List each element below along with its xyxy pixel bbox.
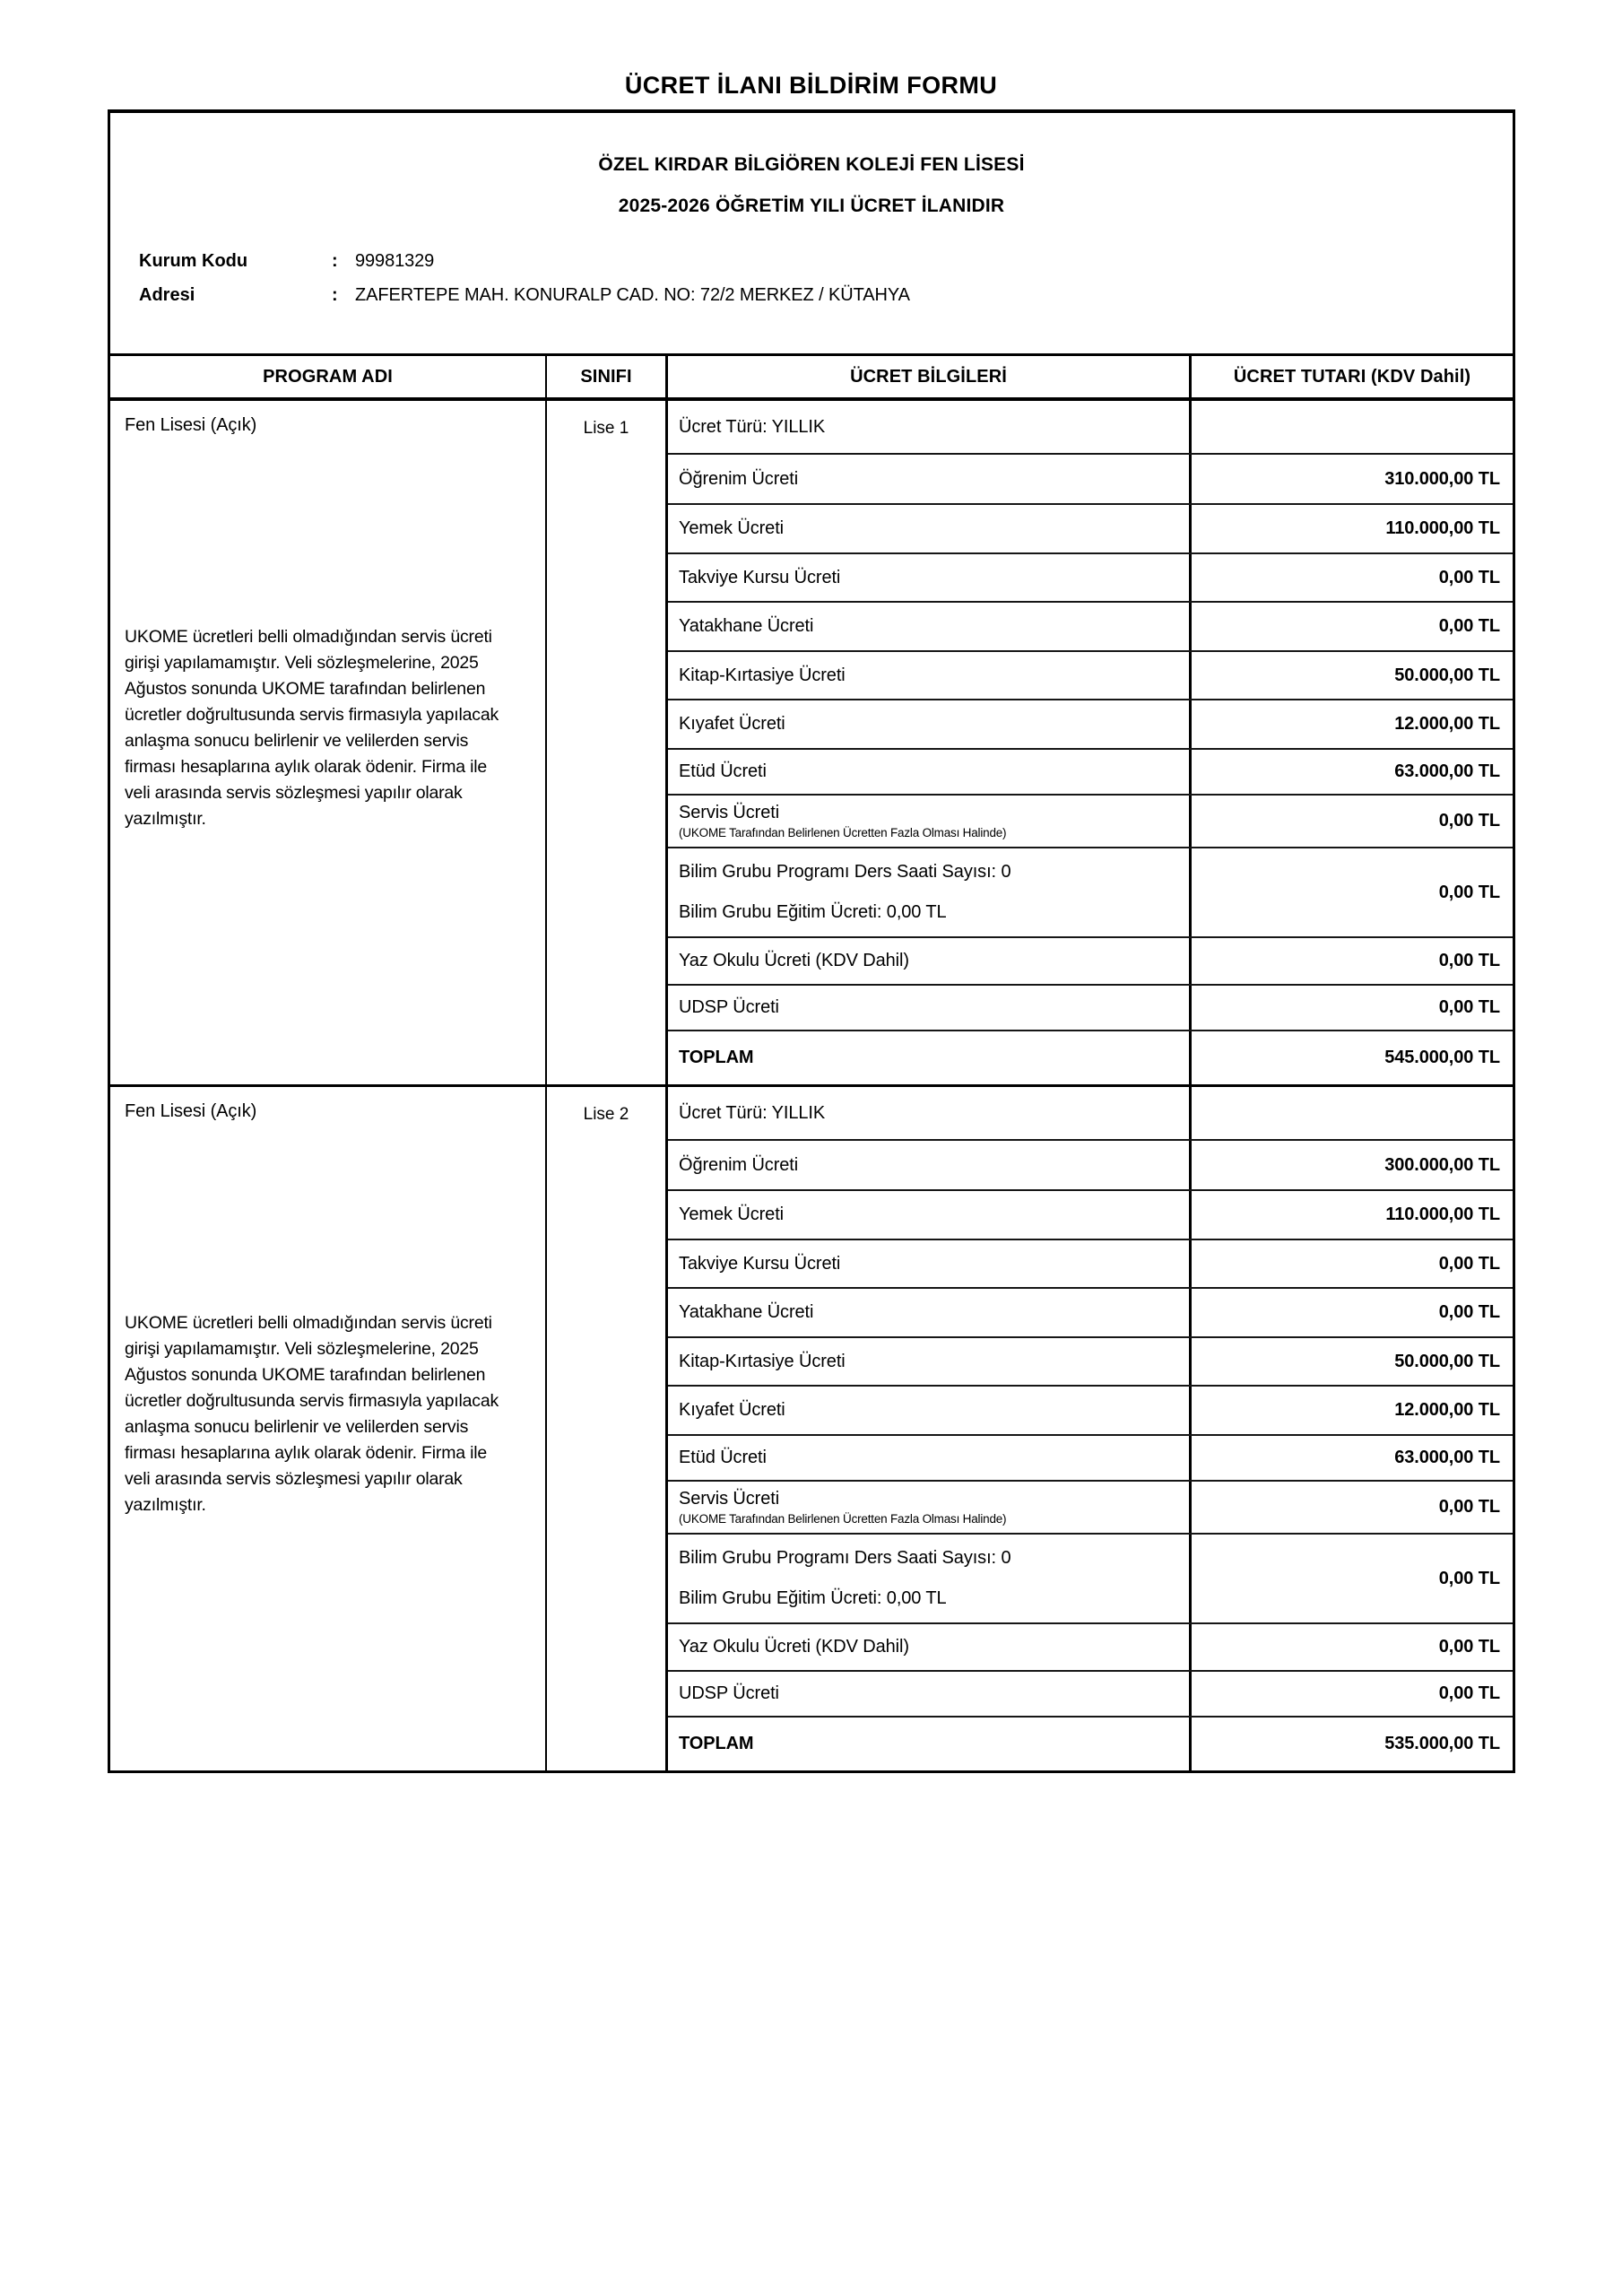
fee-label: Takviye Kursu Ücreti <box>679 1253 841 1274</box>
fee-label-cell <box>668 652 1192 699</box>
fee-label: TOPLAM <box>679 1048 754 1067</box>
fee-label-cell <box>668 848 1192 936</box>
table-blocks <box>110 401 1513 1770</box>
fee-amount: 0,00 TL <box>1438 882 1500 902</box>
fee-label-line2: Bilim Grubu Eğitim Ücreti: 0,00 TL <box>679 902 947 922</box>
fee-label-cell <box>668 1338 1192 1385</box>
sinif-cell <box>547 1087 668 1770</box>
fee-label: Yemek Ücreti <box>679 1205 784 1224</box>
fee-label: Ücret Türü: YILLIK <box>679 1102 826 1123</box>
kurum-kodu-row <box>139 251 434 272</box>
fee-label-cell <box>668 1624 1192 1670</box>
fee-row <box>668 700 1513 750</box>
fee-row <box>668 1240 1513 1289</box>
fee-amount: 535.000,00 TL <box>1384 1734 1500 1753</box>
fee-label: Bilim Grubu Programı Ders Saati Sayısı: 0 <box>679 862 1011 882</box>
fee-label: Yemek Ücreti <box>679 518 784 538</box>
program-note: UKOME ücretleri belli olmadığından servis ücreti girişi yapılamamıştır. Veli sözleşmelerine, 2025 Ağustos sonunda UKOME tarafından belirlenen ücretler doğrultusunda servis firmasıyla yapılacak anlaşma sonucu belirlenir ve velilerden servis firması hesaplarına aylık olarak ödenir. Firma ile veli arasında servis sözleşmesi yapılır olarak yazılmıştır. <box>125 1313 499 1515</box>
fee-amount: 0,00 TL <box>1438 1302 1500 1322</box>
fee-row <box>668 1289 1513 1338</box>
fee-sublabel: (UKOME Tarafından Belirlenen Ücretten Fazla Olması Halinde) <box>679 826 1007 839</box>
fee-amount <box>1192 401 1513 453</box>
kurum-kodu-value: 99981329 <box>355 251 435 271</box>
fee-rows <box>668 1087 1513 1770</box>
fee-row <box>668 986 1513 1031</box>
fee-row <box>668 652 1513 700</box>
fee-label: Yaz Okulu Ücreti (KDV Dahil) <box>679 1637 909 1657</box>
fee-label-cell <box>668 1535 1192 1622</box>
fee-label-cell <box>668 1436 1192 1480</box>
fee-label: Etüd Ücreti <box>679 761 767 781</box>
program-name: Fen Lisesi (Açık) <box>125 1101 257 1121</box>
fee-amount: 545.000,00 TL <box>1384 1048 1500 1067</box>
fee-label-cell <box>668 603 1192 650</box>
fee-amount: 0,00 TL <box>1438 1497 1500 1517</box>
fee-label-cell <box>668 750 1192 794</box>
fee-row <box>668 554 1513 603</box>
fee-row <box>668 938 1513 986</box>
sinif-cell <box>547 401 668 1084</box>
total-row <box>668 1718 1513 1770</box>
fee-row <box>668 796 1513 848</box>
fee-amount: 12.000,00 TL <box>1394 714 1500 734</box>
fee-label-cell <box>668 1387 1192 1434</box>
fee-row <box>668 1338 1513 1387</box>
kurum-kodu-label: Kurum Kodu <box>139 251 248 271</box>
fee-amount: 0,00 TL <box>1438 1253 1500 1274</box>
fee-row <box>668 1535 1513 1624</box>
fee-label: Yaz Okulu Ücreti (KDV Dahil) <box>679 951 909 970</box>
fee-amount: 0,00 TL <box>1438 951 1500 970</box>
program-name: Fen Lisesi (Açık) <box>125 415 257 435</box>
fee-amount: 12.000,00 TL <box>1394 1400 1500 1420</box>
sinif-value: Lise 1 <box>583 419 629 438</box>
column-header-ucret-tutari: ÜCRET TUTARI (KDV Dahil) <box>1233 366 1471 387</box>
fee-label: Öğrenim Ücreti <box>679 468 799 489</box>
fee-table-header <box>110 356 1513 401</box>
fee-label-cell <box>668 1031 1192 1084</box>
fee-label-cell <box>668 1240 1192 1287</box>
fee-amount: 0,00 TL <box>1438 1637 1500 1657</box>
fee-row <box>668 1087 1513 1141</box>
fee-label: Kitap-Kırtasiye Ücreti <box>679 1351 846 1371</box>
fee-amount <box>1192 1087 1513 1139</box>
fee-label: Yatakhane Ücreti <box>679 616 814 636</box>
fee-amount: 0,00 TL <box>1438 1683 1500 1703</box>
fee-amount: 50.000,00 TL <box>1394 1351 1500 1371</box>
fee-amount: 0,00 TL <box>1438 567 1500 587</box>
fee-amount: 110.000,00 TL <box>1385 518 1500 538</box>
form-box <box>108 109 1515 1773</box>
fee-amount: 310.000,00 TL <box>1384 468 1500 489</box>
fee-block-lise-1 <box>110 401 1513 1087</box>
fee-row <box>668 401 1513 455</box>
fee-amount: 50.000,00 TL <box>1394 665 1500 685</box>
fee-label-cell <box>668 700 1192 748</box>
fee-label: Servis Ücreti <box>679 1489 780 1509</box>
fee-label: Bilim Grubu Programı Ders Saati Sayısı: 0 <box>679 1548 1011 1568</box>
adresi-label: Adresi <box>139 285 195 305</box>
fee-row <box>668 750 1513 796</box>
adresi-colon: : <box>332 285 338 305</box>
fee-row <box>668 1436 1513 1482</box>
program-note: UKOME ücretleri belli olmadığından servis ücreti girişi yapılamamıştır. Veli sözleşmelerine, 2025 Ağustos sonunda UKOME tarafından belirlenen ücretler doğrultusunda servis firmasıyla yapılacak anlaşma sonucu belirlenir ve velilerden servis firması hesaplarına aylık olarak ödenir. Firma ile veli arasında servis sözleşmesi yapılır olarak yazılmıştır. <box>125 627 499 829</box>
fee-row <box>668 505 1513 554</box>
fee-row <box>668 1482 1513 1535</box>
column-header-ucret-bilgileri: ÜCRET BİLGİLERİ <box>668 356 1192 397</box>
fee-label: Takviye Kursu Ücreti <box>679 567 841 587</box>
fee-label-cell <box>668 1141 1192 1189</box>
fee-label-cell <box>668 1482 1192 1533</box>
fee-block-lise-2 <box>110 1087 1513 1770</box>
fee-row <box>668 1624 1513 1672</box>
fee-label: Yatakhane Ücreti <box>679 1302 814 1322</box>
fee-label: Kıyafet Ücreti <box>679 714 785 734</box>
total-row <box>668 1031 1513 1084</box>
fee-label-cell <box>668 1289 1192 1336</box>
fee-amount: 110.000,00 TL <box>1385 1205 1500 1224</box>
fee-label: Servis Ücreti <box>679 803 780 822</box>
fee-row <box>668 455 1513 505</box>
fee-label: UDSP Ücreti <box>679 1683 779 1703</box>
kurum-kodu-colon: : <box>332 251 338 271</box>
column-header-sinifi: SINIFI <box>547 356 668 397</box>
fee-amount: 0,00 TL <box>1438 997 1500 1017</box>
fee-amount: 0,00 TL <box>1438 811 1500 831</box>
announcement-year-line: 2025-2026 ÖĞRETİM YILI ÜCRET İLANIDIR <box>618 196 1005 216</box>
fee-label-cell <box>668 1191 1192 1239</box>
fee-table <box>110 353 1513 1770</box>
fee-label-cell <box>668 401 1192 453</box>
fee-label-cell <box>668 1672 1192 1716</box>
fee-label-cell <box>668 938 1192 984</box>
fee-label-cell <box>668 1087 1192 1139</box>
fee-label-cell <box>668 505 1192 552</box>
fee-row <box>668 1191 1513 1240</box>
program-cell <box>110 1087 547 1770</box>
fee-amount: 63.000,00 TL <box>1394 1448 1500 1467</box>
fee-amount: 0,00 TL <box>1438 616 1500 636</box>
fee-label: UDSP Ücreti <box>679 997 779 1017</box>
fee-row <box>668 603 1513 652</box>
fee-label-cell <box>668 796 1192 847</box>
adresi-row <box>139 285 910 306</box>
school-name: ÖZEL KIRDAR BİLGİÖREN KOLEJİ FEN LİSESİ <box>598 154 1025 175</box>
fee-amount: 63.000,00 TL <box>1394 761 1500 781</box>
fee-label: TOPLAM <box>679 1734 754 1753</box>
column-header-program-adi: PROGRAM ADI <box>110 356 547 397</box>
adresi-value: ZAFERTEPE MAH. KONURALP CAD. NO: 72/2 MERKEZ / KÜTAHYA <box>355 285 910 305</box>
page-title: ÜCRET İLANI BİLDİRİM FORMU <box>624 72 998 99</box>
fee-label-cell <box>668 554 1192 601</box>
fee-label: Öğrenim Ücreti <box>679 1154 799 1175</box>
sinif-value: Lise 2 <box>583 1105 629 1124</box>
fee-label: Etüd Ücreti <box>679 1448 767 1467</box>
fee-label-cell <box>668 986 1192 1030</box>
fee-rows <box>668 401 1513 1084</box>
fee-amount: 300.000,00 TL <box>1384 1154 1500 1175</box>
form-header <box>110 113 1513 353</box>
fee-label: Kıyafet Ücreti <box>679 1400 785 1420</box>
fee-label-cell <box>668 455 1192 503</box>
fee-amount: 0,00 TL <box>1438 1568 1500 1588</box>
fee-row <box>668 848 1513 938</box>
fee-label: Kitap-Kırtasiye Ücreti <box>679 665 846 685</box>
program-cell <box>110 401 547 1084</box>
fee-label-cell <box>668 1718 1192 1770</box>
fee-label-line2: Bilim Grubu Eğitim Ücreti: 0,00 TL <box>679 1588 947 1608</box>
fee-row <box>668 1672 1513 1718</box>
fee-label: Ücret Türü: YILLIK <box>679 416 826 437</box>
fee-sublabel: (UKOME Tarafından Belirlenen Ücretten Fazla Olması Halinde) <box>679 1512 1007 1526</box>
fee-row <box>668 1141 1513 1191</box>
fee-row <box>668 1387 1513 1436</box>
